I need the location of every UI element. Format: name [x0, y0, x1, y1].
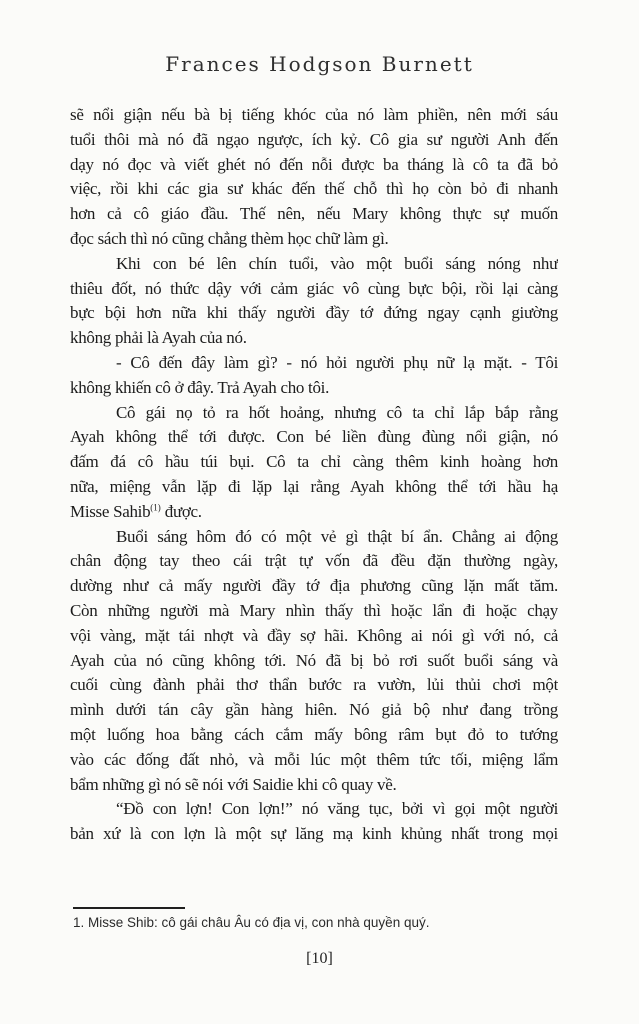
paragraph: [70, 401, 558, 525]
text-line: bẩm những gì nó sẽ nói với Saidie khi cô quay về.: [70, 774, 397, 794]
text-line: - Cô đến đây làm gì? - nó hỏi người phụ nữ lạ mặt. - Tôi: [116, 352, 558, 372]
paragraph: [70, 103, 558, 252]
text-line: hơn cả cô giáo đầu. Thế nên, nếu Mary không thực sự muốn: [70, 204, 558, 224]
text-line: Khi con bé lên chín tuổi, vào một buổi sáng nóng như: [116, 253, 558, 273]
text-line: mình dưới tán cây gần hàng hiên. Nó giả bộ như đang trồng: [70, 700, 558, 720]
body-text: [70, 103, 558, 847]
text-line: “Đồ con lợn! Con lợn!” nó văng tục, bởi vì gọi một người: [116, 799, 558, 819]
footnote-text: 1. Misse Shib: cô gái châu Âu có địa vị, con nhà quyền quý.: [73, 915, 430, 930]
text-line: đọc sách thì nó cũng chẳng thèm học chữ làm gì.: [70, 228, 389, 248]
text-line: Ayah không thể tới được. Con bé liền đùng đùng nổi giận, nó: [70, 427, 558, 447]
paragraph: [70, 252, 558, 351]
text-line: tuổi thôi mà nó đã ngạo ngược, ích kỷ. Cô gia sư người Anh đến: [70, 129, 558, 149]
text-line: sẽ nổi giận nếu bà bị tiếng khóc của nó làm phiền, nên mới sáu: [70, 105, 558, 124]
text-line: Cô gái nọ tỏ ra hốt hoảng, nhưng cô ta chỉ lắp bắp rằng: [116, 402, 558, 422]
text-line: chân động tay theo cái trật tự vốn đã đều đặn thường ngày,: [70, 551, 558, 571]
text-segment: được.: [160, 501, 202, 521]
footnote-reference: (1): [150, 502, 161, 513]
text-line: nữa, miệng vẫn lặp đi lặp lại rằng Ayah không thể tới hầu hạ: [70, 476, 558, 496]
text-line: vội vàng, mặt tái nhợt và đầy sợ hãi. Không ai nói gì với nó, cả: [70, 625, 558, 645]
text-line: dường như cả mấy người đầy tớ địa phương cũng lặn mất tăm.: [70, 576, 558, 596]
text-line: đấm đá cô hầu túi bụi. Cô ta chỉ càng thêm kinh hoàng hơn: [70, 452, 558, 472]
text-line: thiêu đốt, nó thức dậy với cảm giác vô cùng bực bội, rồi lại càng: [70, 278, 558, 298]
text-line: bực bội hơn nữa khi thấy người đầy tớ đứng ngay cạnh giường: [70, 303, 558, 323]
paragraph: [70, 351, 558, 401]
paragraph: [70, 525, 558, 798]
text-line: không khiến cô ở đây. Trả Ayah cho tôi.: [70, 377, 330, 397]
text-line: Ayah của nó cũng không tới. Nó đã bị bỏ rơi suốt buổi sáng và: [70, 650, 558, 670]
text-line: [70, 500, 558, 525]
text-line: vào các đống đất nhỏ, và mỗi lúc một thêm tức tối, miệng lẩm: [70, 749, 558, 769]
text-line: dạy nó đọc và viết ghét nó đến nỗi được ba tháng là cô ta đã bỏ: [70, 154, 558, 174]
page-number: [10]: [306, 950, 333, 967]
paragraph: [70, 797, 558, 847]
text-line: không phải là Ayah của nó.: [70, 328, 247, 348]
text-line: Còn những người mà Mary nhìn thấy thì hoặc lẩn đi hoặc chạy: [70, 600, 558, 620]
footnote-separator: [73, 907, 185, 909]
text-line: việc, rồi khi các gia sư khác đến thế chỗ thì họ còn bỏ đi nhanh: [70, 179, 558, 199]
text-line: một luống hoa bằng cách cắm mấy bông râm bụt đỏ to tướng: [70, 724, 558, 744]
text-line: cuối cùng đành phải thơ thẩn bước ra vườn, lủi thủi chơi một: [70, 675, 558, 695]
text-line: Buổi sáng hôm đó có một vẻ gì thật bí ẩn. Chẳng ai động: [116, 526, 558, 546]
text-line: bản xứ là con lợn là một sự lăng mạ kinh khủng nhất trong mọi: [70, 824, 558, 844]
text-segment: Misse Sahib: [70, 501, 151, 521]
running-header-author: Frances Hodgson Burnett: [165, 52, 474, 76]
